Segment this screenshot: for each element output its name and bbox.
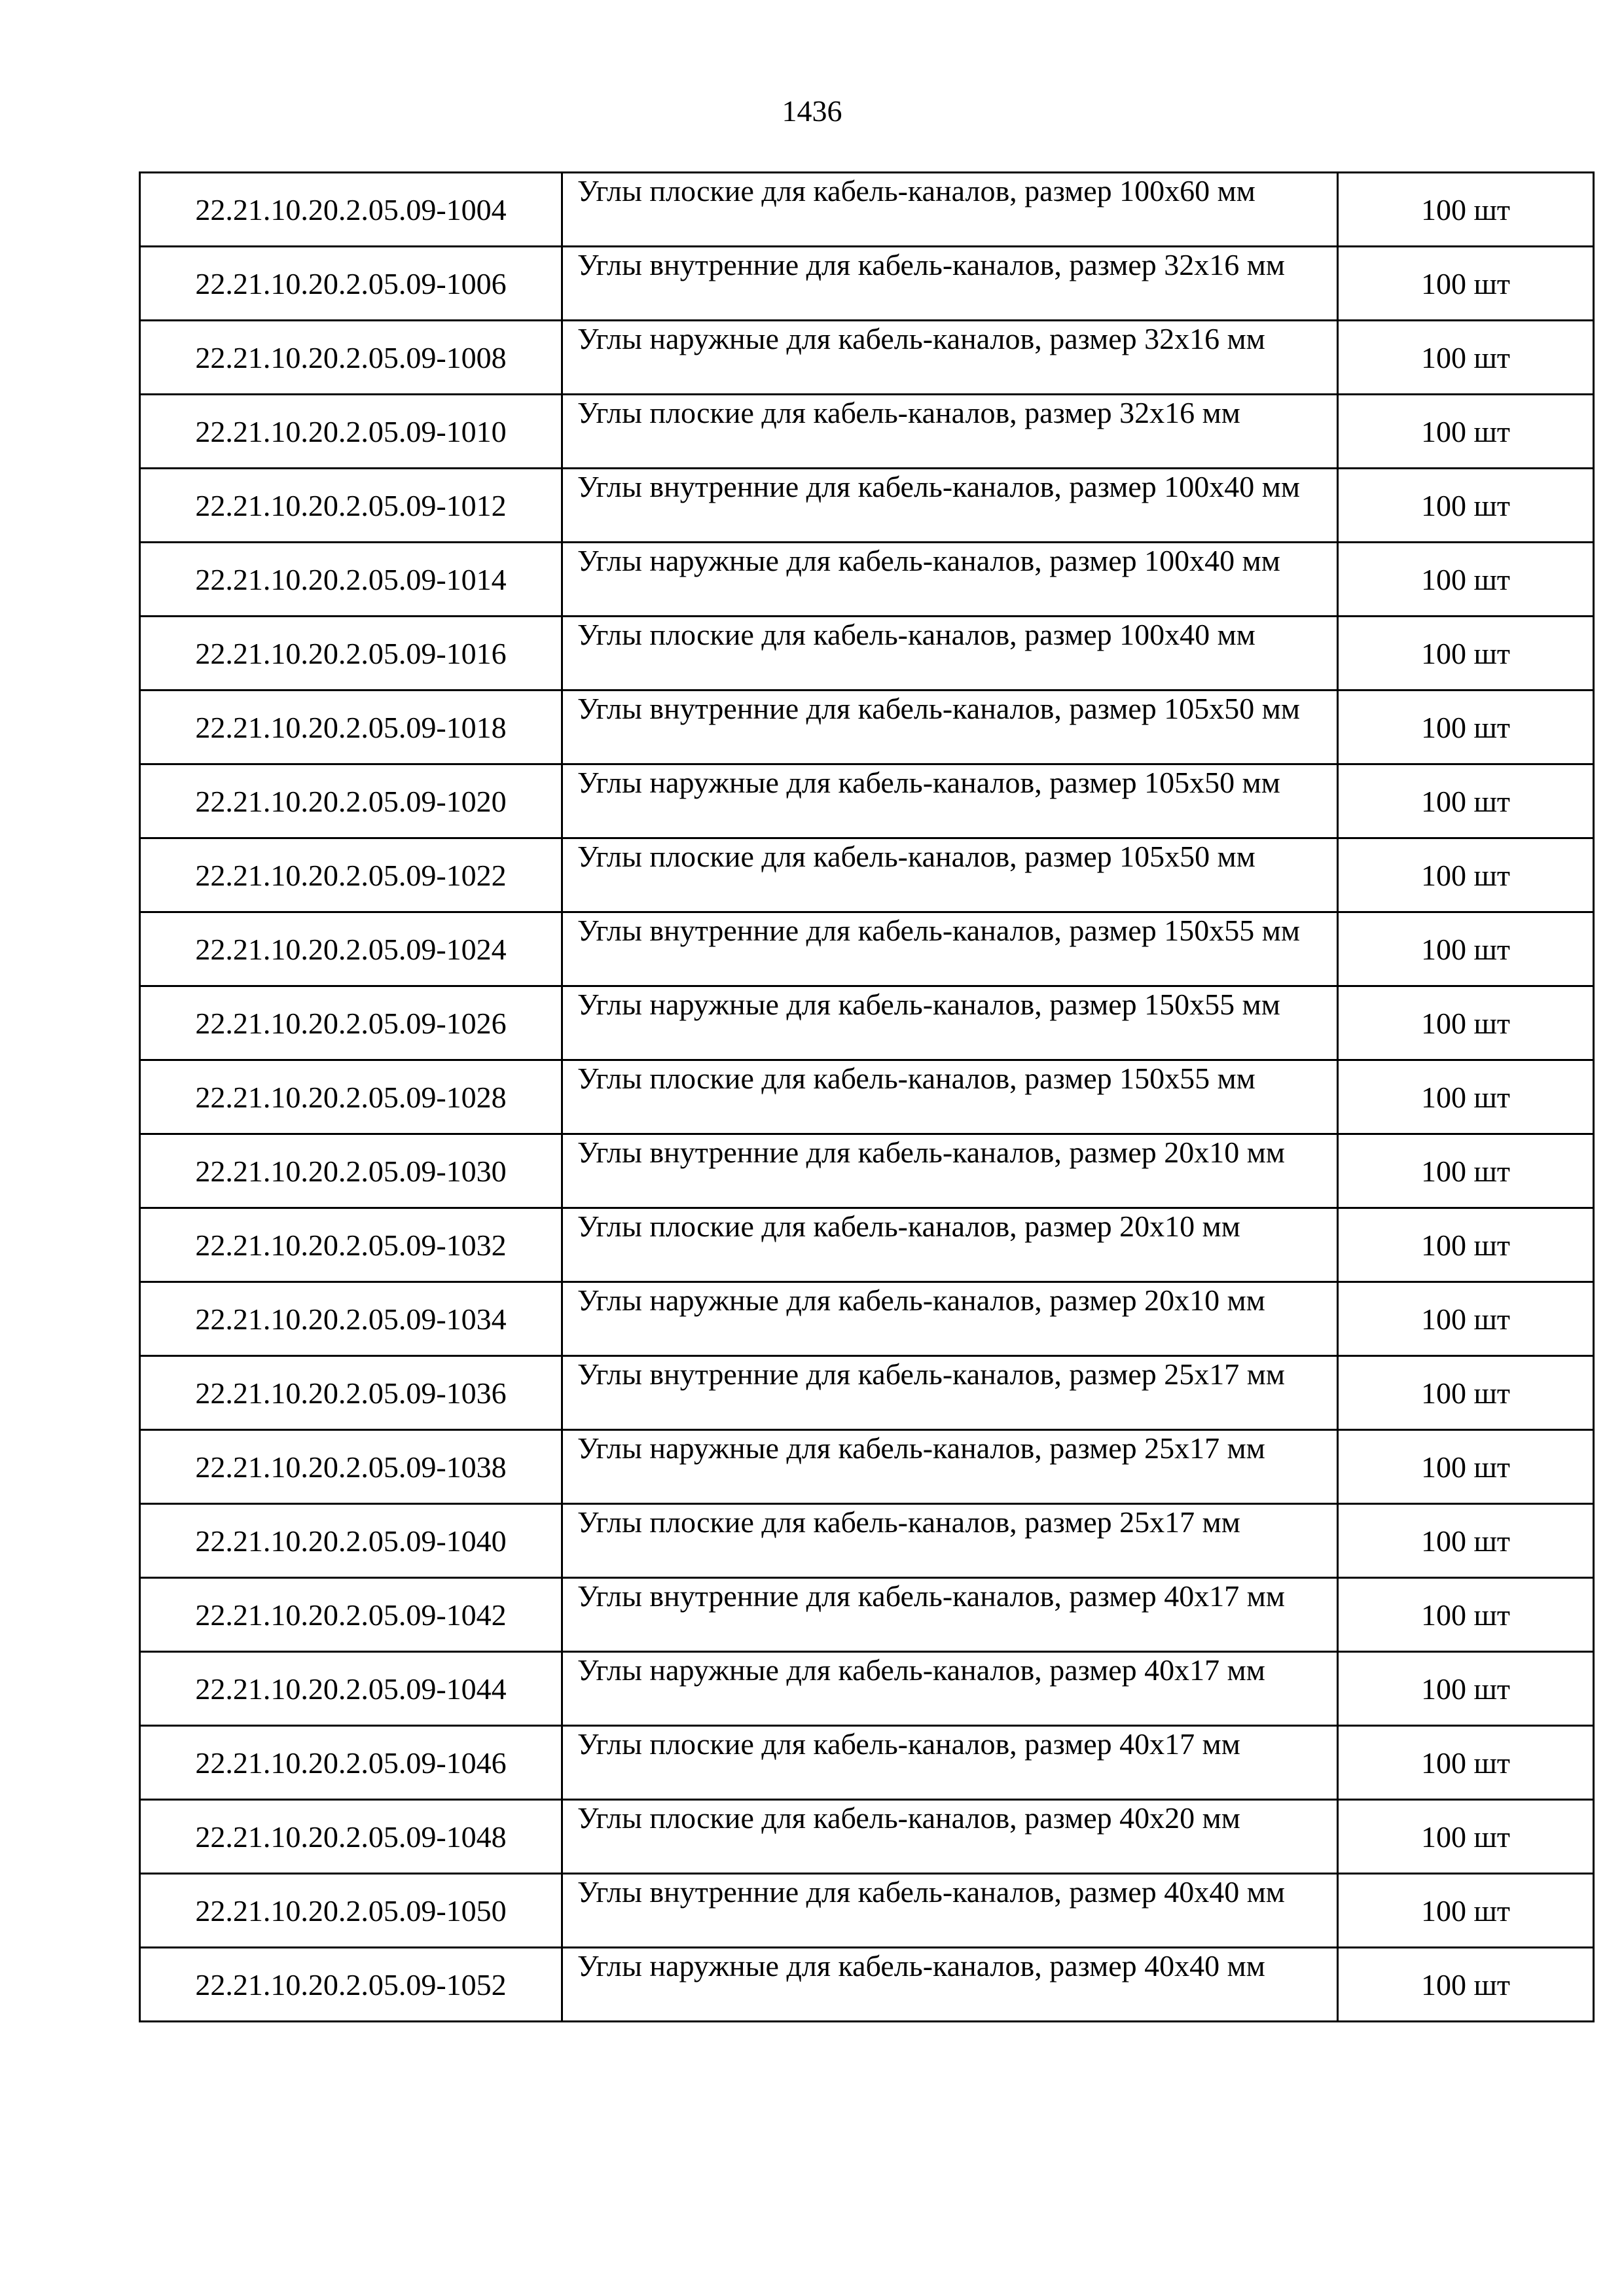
resource-name-cell bbox=[562, 1800, 1338, 1874]
resource-name-cell bbox=[562, 912, 1338, 986]
resource-name-text: Углы внутренние для кабель-каналов, размер 32х16 мм bbox=[577, 248, 1286, 281]
resource-name-cell bbox=[562, 1874, 1338, 1948]
resource-name-text: Углы внутренние для кабель-каналов, размер 25х17 мм bbox=[577, 1357, 1286, 1391]
table-row bbox=[140, 1504, 1594, 1578]
resource-name-text: Углы плоские для кабель-каналов, размер 40х20 мм bbox=[577, 1801, 1240, 1835]
unit-cell: 100 шт bbox=[1338, 395, 1594, 469]
table-row bbox=[140, 1726, 1594, 1800]
resource-name-text: Углы наружные для кабель-каналов, размер 40х17 мм bbox=[577, 1653, 1265, 1687]
table-row bbox=[140, 173, 1594, 247]
resource-name-text: Углы наружные для кабель-каналов, размер 150х55 мм bbox=[577, 988, 1280, 1021]
resource-name-cell bbox=[562, 395, 1338, 469]
resource-code-cell: 22.21.10.20.2.05.09-1014 bbox=[140, 543, 562, 617]
resource-name-text: Углы плоские для кабель-каналов, размер 150х55 мм bbox=[577, 1062, 1255, 1095]
table-row bbox=[140, 838, 1594, 912]
table-row bbox=[140, 1356, 1594, 1430]
table-row bbox=[140, 1800, 1594, 1874]
resource-code-cell: 22.21.10.20.2.05.09-1050 bbox=[140, 1874, 562, 1948]
unit-cell: 100 шт bbox=[1338, 1726, 1594, 1800]
resource-name-cell bbox=[562, 1578, 1338, 1652]
unit-cell: 100 шт bbox=[1338, 469, 1594, 543]
resource-name-text: Углы наружные для кабель-каналов, размер 100х40 мм bbox=[577, 544, 1280, 577]
resource-name-cell bbox=[562, 764, 1338, 838]
resource-code-cell: 22.21.10.20.2.05.09-1036 bbox=[140, 1356, 562, 1430]
unit-cell: 100 шт bbox=[1338, 764, 1594, 838]
resource-name-cell bbox=[562, 1060, 1338, 1134]
resource-code-cell: 22.21.10.20.2.05.09-1016 bbox=[140, 617, 562, 691]
unit-cell: 100 шт bbox=[1338, 1874, 1594, 1948]
resource-code-cell: 22.21.10.20.2.05.09-1028 bbox=[140, 1060, 562, 1134]
unit-cell: 100 шт bbox=[1338, 1430, 1594, 1504]
table-row bbox=[140, 912, 1594, 986]
table-row bbox=[140, 617, 1594, 691]
resource-name-cell bbox=[562, 543, 1338, 617]
table-row bbox=[140, 321, 1594, 395]
resource-code-cell: 22.21.10.20.2.05.09-1010 bbox=[140, 395, 562, 469]
table-row bbox=[140, 543, 1594, 617]
resource-name-cell bbox=[562, 247, 1338, 321]
resource-code-cell: 22.21.10.20.2.05.09-1040 bbox=[140, 1504, 562, 1578]
resource-name-text: Углы плоские для кабель-каналов, размер 100х60 мм bbox=[577, 174, 1255, 207]
page-number: 1436 bbox=[782, 94, 842, 128]
resource-name-cell bbox=[562, 1726, 1338, 1800]
resource-code-cell: 22.21.10.20.2.05.09-1008 bbox=[140, 321, 562, 395]
resource-table bbox=[139, 171, 1595, 2022]
unit-cell: 100 шт bbox=[1338, 1948, 1594, 2022]
table-row bbox=[140, 986, 1594, 1060]
table-row bbox=[140, 469, 1594, 543]
resource-name-cell bbox=[562, 1504, 1338, 1578]
table-row bbox=[140, 1134, 1594, 1208]
table-row bbox=[140, 395, 1594, 469]
unit-cell: 100 шт bbox=[1338, 173, 1594, 247]
table-body bbox=[140, 173, 1594, 2022]
resource-name-text: Углы наружные для кабель-каналов, размер 25х17 мм bbox=[577, 1431, 1265, 1465]
resource-code-cell: 22.21.10.20.2.05.09-1052 bbox=[140, 1948, 562, 2022]
resource-code-cell: 22.21.10.20.2.05.09-1046 bbox=[140, 1726, 562, 1800]
resource-name-text: Углы внутренние для кабель-каналов, размер 20х10 мм bbox=[577, 1136, 1286, 1169]
resource-code-cell: 22.21.10.20.2.05.09-1012 bbox=[140, 469, 562, 543]
resource-name-cell bbox=[562, 469, 1338, 543]
resource-code-cell: 22.21.10.20.2.05.09-1044 bbox=[140, 1652, 562, 1726]
resource-name-cell bbox=[562, 1948, 1338, 2022]
resource-name-text: Углы внутренние для кабель-каналов, размер 150х55 мм bbox=[577, 914, 1301, 947]
table-row bbox=[140, 1060, 1594, 1134]
resource-name-text: Углы внутренние для кабель-каналов, размер 40х40 мм bbox=[577, 1875, 1286, 1909]
unit-cell: 100 шт bbox=[1338, 691, 1594, 764]
resource-name-cell bbox=[562, 1430, 1338, 1504]
resource-name-cell bbox=[562, 173, 1338, 247]
resource-name-cell bbox=[562, 617, 1338, 691]
resource-code-cell: 22.21.10.20.2.05.09-1024 bbox=[140, 912, 562, 986]
resource-name-cell bbox=[562, 1652, 1338, 1726]
unit-cell: 100 шт bbox=[1338, 1800, 1594, 1874]
unit-cell: 100 шт bbox=[1338, 617, 1594, 691]
table-row bbox=[140, 1430, 1594, 1504]
resource-name-text: Углы плоские для кабель-каналов, размер 105х50 мм bbox=[577, 840, 1255, 873]
table-row bbox=[140, 691, 1594, 764]
resource-code-cell: 22.21.10.20.2.05.09-1038 bbox=[140, 1430, 562, 1504]
resource-name-text: Углы плоские для кабель-каналов, размер 20х10 мм bbox=[577, 1210, 1240, 1243]
resource-code-cell: 22.21.10.20.2.05.09-1022 bbox=[140, 838, 562, 912]
resource-name-text: Углы наружные для кабель-каналов, размер 40х40 мм bbox=[577, 1949, 1265, 1982]
table-row bbox=[140, 1578, 1594, 1652]
resource-name-text: Углы наружные для кабель-каналов, размер 20х10 мм bbox=[577, 1283, 1265, 1317]
resource-code-cell: 22.21.10.20.2.05.09-1030 bbox=[140, 1134, 562, 1208]
resource-name-cell bbox=[562, 691, 1338, 764]
unit-cell: 100 шт bbox=[1338, 543, 1594, 617]
resource-name-cell bbox=[562, 1282, 1338, 1356]
resource-name-cell bbox=[562, 1208, 1338, 1282]
resource-name-text: Углы плоские для кабель-каналов, размер 40х17 мм bbox=[577, 1727, 1240, 1761]
resource-code-cell: 22.21.10.20.2.05.09-1042 bbox=[140, 1578, 562, 1652]
table-row bbox=[140, 1652, 1594, 1726]
resource-name-cell bbox=[562, 838, 1338, 912]
table-row bbox=[140, 1948, 1594, 2022]
resource-code-cell: 22.21.10.20.2.05.09-1018 bbox=[140, 691, 562, 764]
resource-name-text: Углы внутренние для кабель-каналов, размер 105х50 мм bbox=[577, 692, 1301, 725]
resource-name-text: Углы внутренние для кабель-каналов, размер 40х17 мм bbox=[577, 1579, 1286, 1613]
unit-cell: 100 шт bbox=[1338, 1578, 1594, 1652]
resource-name-text: Углы внутренние для кабель-каналов, размер 100х40 мм bbox=[577, 470, 1301, 503]
table-row bbox=[140, 764, 1594, 838]
unit-cell: 100 шт bbox=[1338, 838, 1594, 912]
table-row bbox=[140, 1208, 1594, 1282]
unit-cell: 100 шт bbox=[1338, 1208, 1594, 1282]
resource-name-cell bbox=[562, 321, 1338, 395]
resource-code-cell: 22.21.10.20.2.05.09-1048 bbox=[140, 1800, 562, 1874]
unit-cell: 100 шт bbox=[1338, 247, 1594, 321]
resource-code-cell: 22.21.10.20.2.05.09-1004 bbox=[140, 173, 562, 247]
unit-cell: 100 шт bbox=[1338, 1652, 1594, 1726]
resource-code-cell: 22.21.10.20.2.05.09-1020 bbox=[140, 764, 562, 838]
resource-name-text: Углы плоские для кабель-каналов, размер 25х17 мм bbox=[577, 1505, 1240, 1539]
resource-name-text: Углы наружные для кабель-каналов, размер 105х50 мм bbox=[577, 766, 1280, 799]
resource-name-cell bbox=[562, 1134, 1338, 1208]
unit-cell: 100 шт bbox=[1338, 1060, 1594, 1134]
resource-code-cell: 22.21.10.20.2.05.09-1006 bbox=[140, 247, 562, 321]
unit-cell: 100 шт bbox=[1338, 1356, 1594, 1430]
resource-name-cell bbox=[562, 1356, 1338, 1430]
unit-cell: 100 шт bbox=[1338, 1282, 1594, 1356]
unit-cell: 100 шт bbox=[1338, 321, 1594, 395]
unit-cell: 100 шт bbox=[1338, 1134, 1594, 1208]
resource-code-cell: 22.21.10.20.2.05.09-1034 bbox=[140, 1282, 562, 1356]
unit-cell: 100 шт bbox=[1338, 1504, 1594, 1578]
unit-cell: 100 шт bbox=[1338, 912, 1594, 986]
unit-cell: 100 шт bbox=[1338, 986, 1594, 1060]
resource-name-cell bbox=[562, 986, 1338, 1060]
resource-code-cell: 22.21.10.20.2.05.09-1032 bbox=[140, 1208, 562, 1282]
table-row bbox=[140, 1874, 1594, 1948]
table-row bbox=[140, 247, 1594, 321]
table-row bbox=[140, 1282, 1594, 1356]
resource-name-text: Углы наружные для кабель-каналов, размер 32х16 мм bbox=[577, 322, 1265, 355]
resource-name-text: Углы плоские для кабель-каналов, размер 32х16 мм bbox=[577, 396, 1240, 429]
resource-code-cell: 22.21.10.20.2.05.09-1026 bbox=[140, 986, 562, 1060]
resource-name-text: Углы плоские для кабель-каналов, размер 100х40 мм bbox=[577, 618, 1255, 651]
